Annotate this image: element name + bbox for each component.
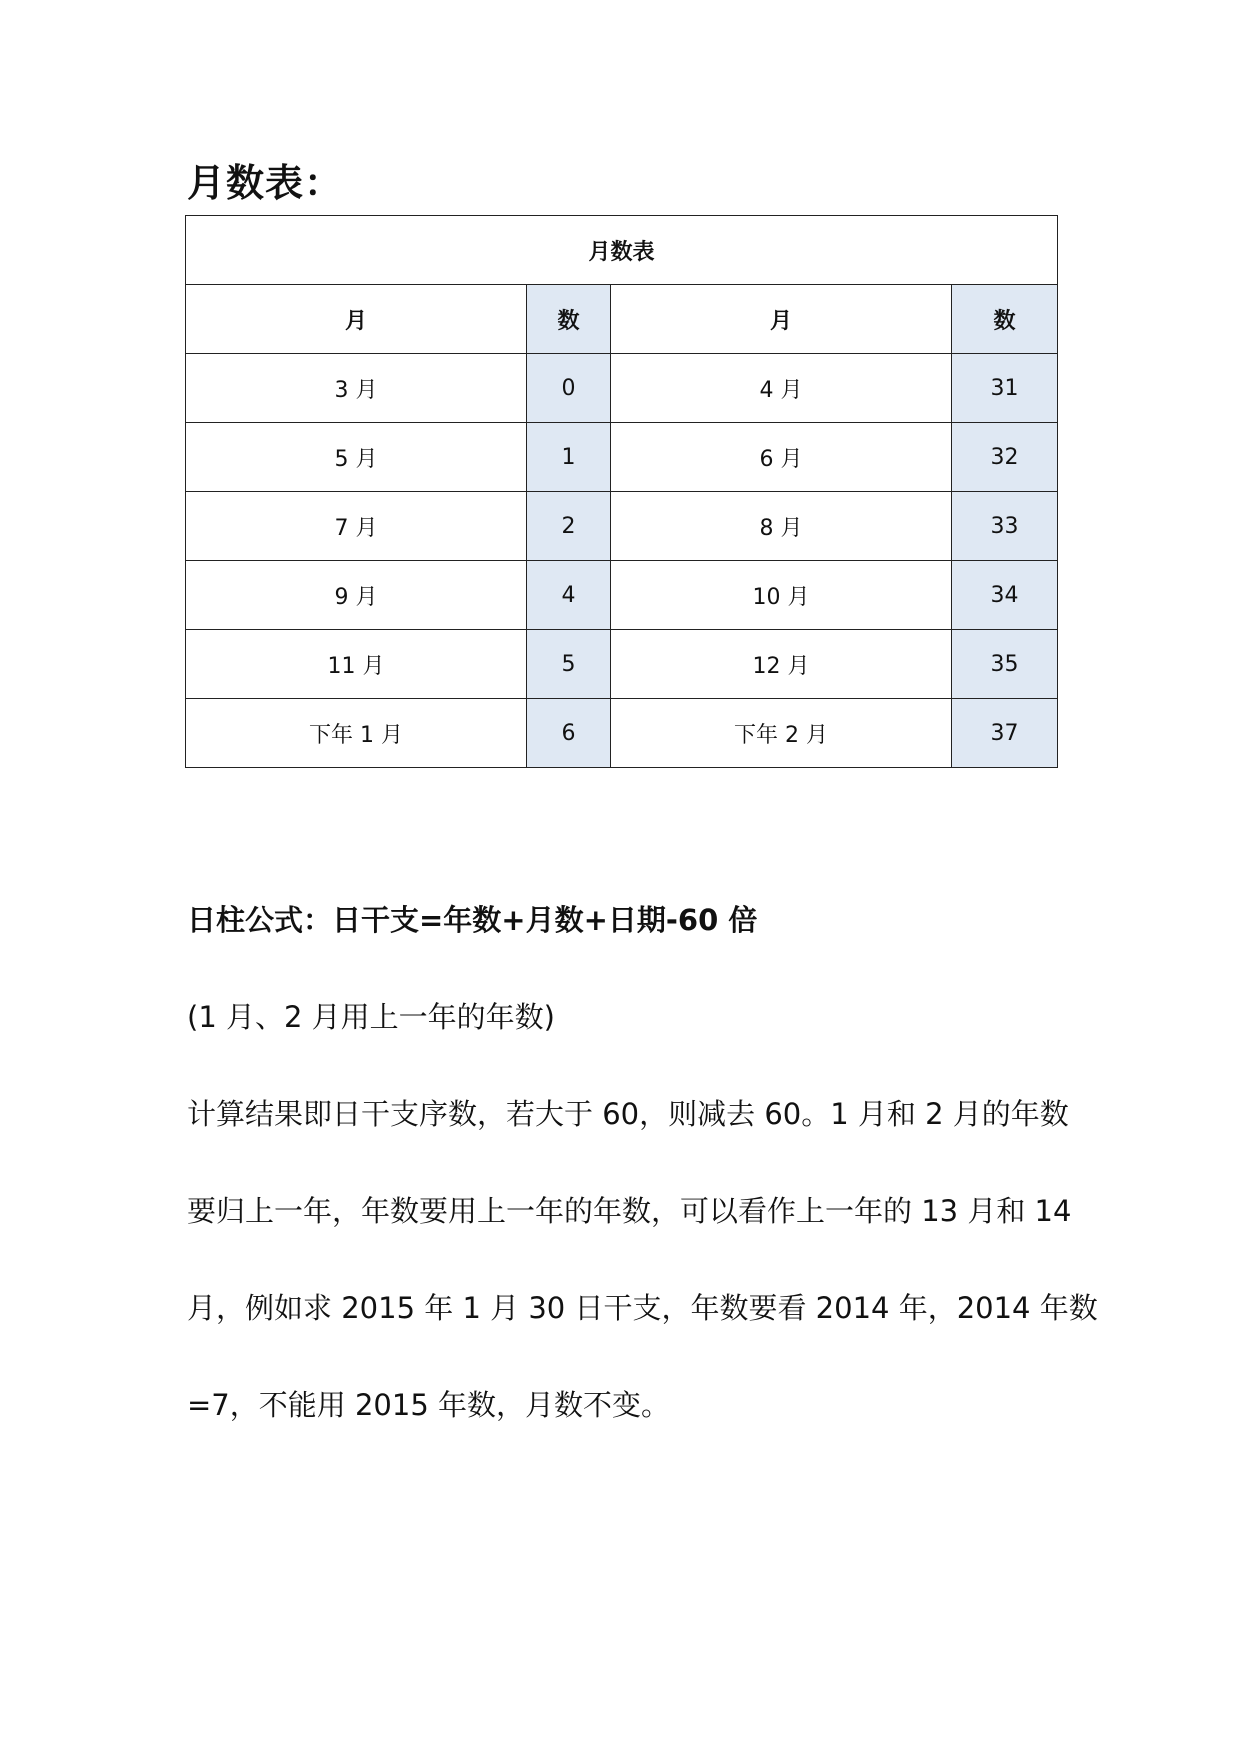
header-number-2: 数 <box>952 285 1058 354</box>
cell-number: 5 <box>527 630 611 699</box>
table-row <box>186 423 1058 492</box>
cell-month: 8 月 <box>611 492 952 561</box>
cell-month: 7 月 <box>186 492 527 561</box>
cell-number: 1 <box>527 423 611 492</box>
cell-month: 9 月 <box>186 561 527 630</box>
cell-month: 10 月 <box>611 561 952 630</box>
paragraph-line: 月，例如求 2015 年 1 月 30 日干支，年数要看 2014 年，2014 年数 <box>187 1291 1098 1325</box>
explanation-paragraph <box>187 1089 1098 1477</box>
cell-number: 6 <box>527 699 611 768</box>
cell-number: 0 <box>527 354 611 423</box>
cell-number: 32 <box>952 423 1058 492</box>
paragraph-line: =7，不能用 2015 年数，月数不变。 <box>187 1388 670 1422</box>
paragraph-line: 要归上一年，年数要用上一年的年数，可以看作上一年的 13 月和 14 <box>187 1194 1072 1228</box>
table-header-row <box>186 285 1058 354</box>
table-row <box>186 699 1058 768</box>
table-caption-row <box>186 216 1058 285</box>
table-row <box>186 630 1058 699</box>
formula-note: (1 月、2 月用上一年的年数) <box>187 1000 555 1034</box>
cell-month: 下年 1 月 <box>186 699 527 768</box>
header-number-1: 数 <box>527 285 611 354</box>
cell-month: 下年 2 月 <box>611 699 952 768</box>
header-month-1: 月 <box>186 285 527 354</box>
table-row <box>186 492 1058 561</box>
cell-month: 11 月 <box>186 630 527 699</box>
page-title: 月数表： <box>187 161 344 205</box>
day-pillar-formula: 日柱公式：日干支=年数+月数+日期-60 倍 <box>187 903 758 937</box>
cell-number: 2 <box>527 492 611 561</box>
cell-month: 6 月 <box>611 423 952 492</box>
cell-month: 12 月 <box>611 630 952 699</box>
table-row <box>186 354 1058 423</box>
cell-month: 4 月 <box>611 354 952 423</box>
table-row <box>186 561 1058 630</box>
cell-number: 4 <box>527 561 611 630</box>
cell-number: 37 <box>952 699 1058 768</box>
cell-number: 31 <box>952 354 1058 423</box>
cell-number: 34 <box>952 561 1058 630</box>
month-number-table <box>185 215 1058 768</box>
cell-month: 5 月 <box>186 423 527 492</box>
cell-month: 3 月 <box>186 354 527 423</box>
header-month-2: 月 <box>611 285 952 354</box>
cell-number: 33 <box>952 492 1058 561</box>
table-caption: 月数表 <box>186 216 1058 285</box>
cell-number: 35 <box>952 630 1058 699</box>
paragraph-line: 计算结果即日干支序数，若大于 60，则减去 60。1 月和 2 月的年数 <box>187 1097 1069 1131</box>
